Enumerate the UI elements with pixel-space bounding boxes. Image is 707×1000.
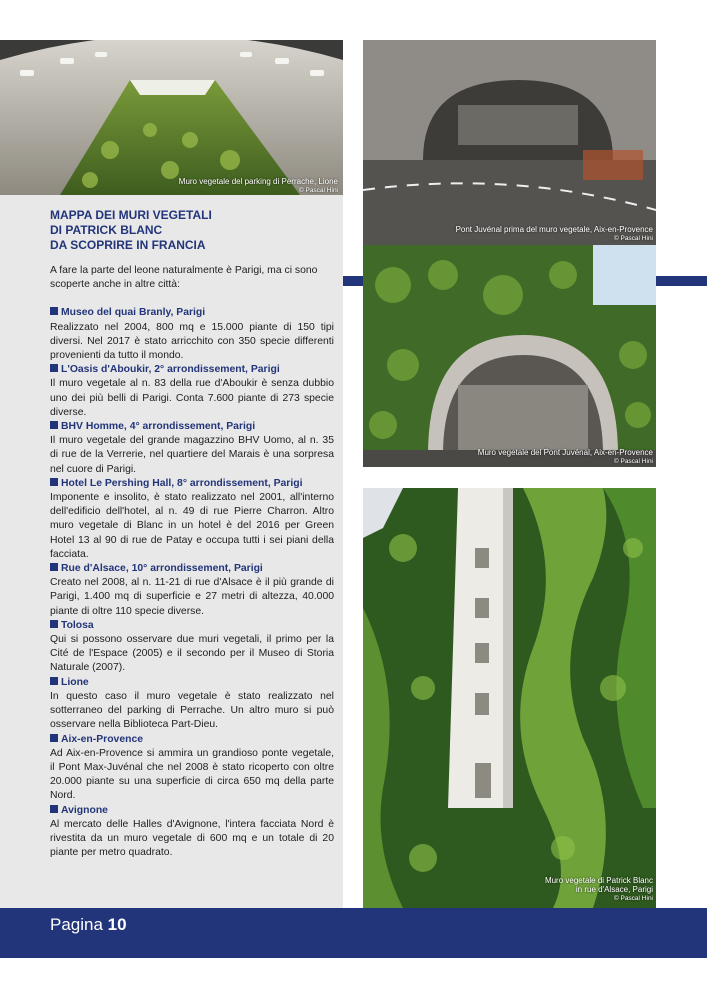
entry-heading — [50, 733, 334, 747]
entry-text: Creato nel 2008, al n. 11-21 di rue d'Alsace è il più grande di Parigi, 1.400 mq di superficie e 27 metri di altezza, 40.000 piante di oltre 110 specie diverse. — [50, 577, 334, 617]
entry-heading-text: Lione — [61, 676, 89, 688]
entry-heading-text: Rue d'Alsace, 10° arrondissement, Parigi — [61, 563, 263, 575]
entry-heading-text: BHV Homme, 4° arrondissement, Parigi — [61, 421, 256, 433]
caption-alsace-line1: Muro vegetale di Patrick Blanc — [544, 876, 653, 885]
entry-tolosa — [50, 619, 334, 676]
photo-pont-juvenal-before — [363, 40, 656, 245]
entry-heading-text: Hotel Le Pershing Hall, 8° arrondissement, Parigi — [61, 477, 303, 489]
article-title — [50, 208, 330, 253]
photo-pont-juvenal-after — [363, 245, 656, 467]
entry-heading — [50, 306, 334, 320]
entry-bhv-homme — [50, 420, 334, 477]
accent-stripe-right — [656, 276, 707, 286]
entry-heading-text: Avignone — [61, 804, 108, 816]
bullet-square-icon — [50, 478, 58, 486]
article-body — [50, 264, 334, 860]
credit-alsace: © Pascal Hini — [613, 895, 653, 902]
article-title-line: MAPPA DEI MURI VEGETALI — [50, 208, 212, 222]
caption-pont-before — [393, 225, 653, 243]
entry-heading — [50, 619, 334, 633]
bullet-square-icon — [50, 620, 58, 628]
entry-text: Ad Aix-en-Provence si ammira un grandioso ponte vegetale, il Pont Max-Juvénal che nel 2008 è stato ricoperto con oltre 20.000 piante su una superficie di circa 650 mq della parte Nord. — [50, 747, 334, 802]
bullet-square-icon — [50, 364, 58, 372]
caption-parking — [118, 177, 338, 195]
bullet-square-icon — [50, 805, 58, 813]
entry-text: Al mercato delle Halles d'Avignone, l'intera facciata Nord è rivestita da un muro vegetale di 600 mq e un totale di 20 piante per metro quadrato. — [50, 818, 334, 859]
caption-parking-text: Muro vegetale del parking di Perrache, Lione — [178, 177, 338, 186]
entry-text: Imponente e insolito, è stato realizzato nel 2001, all'interno dell'edificio dell'hotel, al n. 49 di rue Pierre Charron. Altro muro vegetale di Blanc in un hotel è del 2016 per Green Hotel 13 al 90 di rue de Patay e occupa tutti i sei piani della facciata. — [50, 492, 334, 560]
credit-parking: © Pascal Hini — [298, 187, 338, 194]
accent-stripe-left — [343, 276, 363, 286]
bullet-square-icon — [50, 734, 58, 742]
entry-avignone — [50, 804, 334, 861]
alsace-wall-illustration — [363, 488, 656, 908]
article-title-line: DA SCOPRIRE IN FRANCIA — [50, 238, 206, 252]
caption-alsace — [453, 876, 653, 903]
caption-pont-before-text: Pont Juvénal prima del muro vegetale, Aix-en-Provence — [455, 225, 653, 234]
caption-pont-after-text: Muro vegetale del Pont Juvénal, Aix-en-Provence — [477, 448, 653, 457]
photo-rue-alsace — [363, 488, 656, 908]
entry-heading — [50, 676, 334, 690]
entry-text: Realizzato nel 2004, 800 mq e 15.000 piante di 150 tipi diversi. Nel 2017 è stato arricchito con 350 specie differenti provenienti da tutto il mondo. — [50, 321, 334, 362]
entry-heading — [50, 363, 334, 377]
caption-pont-after — [393, 448, 653, 466]
page-number — [50, 914, 127, 936]
bullet-square-icon — [50, 421, 58, 429]
entry-quai-branly — [50, 306, 334, 363]
entry-aix-en-provence — [50, 733, 334, 804]
entry-heading — [50, 477, 334, 491]
pont-after-illustration — [363, 245, 656, 467]
entry-oasis-aboukir — [50, 363, 334, 420]
entry-text: Il muro vegetale al n. 83 della rue d'Aboukir è senza dubbio uno dei più belli di Parigi. Conta 7.600 piante di 273 specie diverse. — [50, 378, 334, 418]
entry-heading — [50, 562, 334, 576]
entry-lione — [50, 676, 334, 733]
entry-rue-alsace — [50, 562, 334, 619]
pont-before-illustration — [363, 40, 656, 245]
entry-text: Qui si possono osservare due muri vegetali, il primo per la Cité de l'Espace (2005) e il secondo per il Museo di Storia Naturale (2007). — [50, 634, 334, 674]
entry-text: Il muro vegetale del grande magazzino BHV Uomo, al n. 35 di rue de la Verrerie, nel quartiere del Marais è una sorpresa nel cuore di Parigi. — [50, 435, 334, 475]
bullet-square-icon — [50, 563, 58, 571]
bullet-square-icon — [50, 307, 58, 315]
entry-heading-text: Museo del quai Branly, Parigi — [61, 307, 206, 319]
caption-alsace-line2: in rue d'Alsace, Parigi — [575, 885, 653, 894]
credit-pont-after: © Pascal Hini — [613, 458, 653, 465]
parking-tunnel-illustration — [0, 40, 343, 195]
page-label: Pagina — [50, 915, 103, 934]
entry-pershing-hall — [50, 477, 334, 562]
entry-heading-text: Aix-en-Provence — [61, 733, 143, 745]
credit-pont-before: © Pascal Hini — [613, 235, 653, 242]
article-intro: A fare la parte del leone naturalmente è Parigi, ma ci sono scoperte anche in altre città: — [50, 265, 318, 291]
entry-heading-text: L'Oasis d'Aboukir, 2° arrondissement, Parigi — [61, 364, 280, 376]
article-title-line: DI PATRICK BLANC — [50, 223, 163, 237]
entry-heading — [50, 804, 334, 818]
photo-parking-perrache — [0, 40, 343, 195]
entry-text: In questo caso il muro vegetale è stato realizzato nel sotterraneo del parking di Perrache. Un altro muro si può osservare nella Biblioteca Part-Dieu. — [50, 690, 334, 731]
entry-heading — [50, 420, 334, 434]
entry-heading-text: Tolosa — [61, 619, 94, 631]
page-number-value: 10 — [107, 915, 127, 934]
bullet-square-icon — [50, 677, 58, 685]
